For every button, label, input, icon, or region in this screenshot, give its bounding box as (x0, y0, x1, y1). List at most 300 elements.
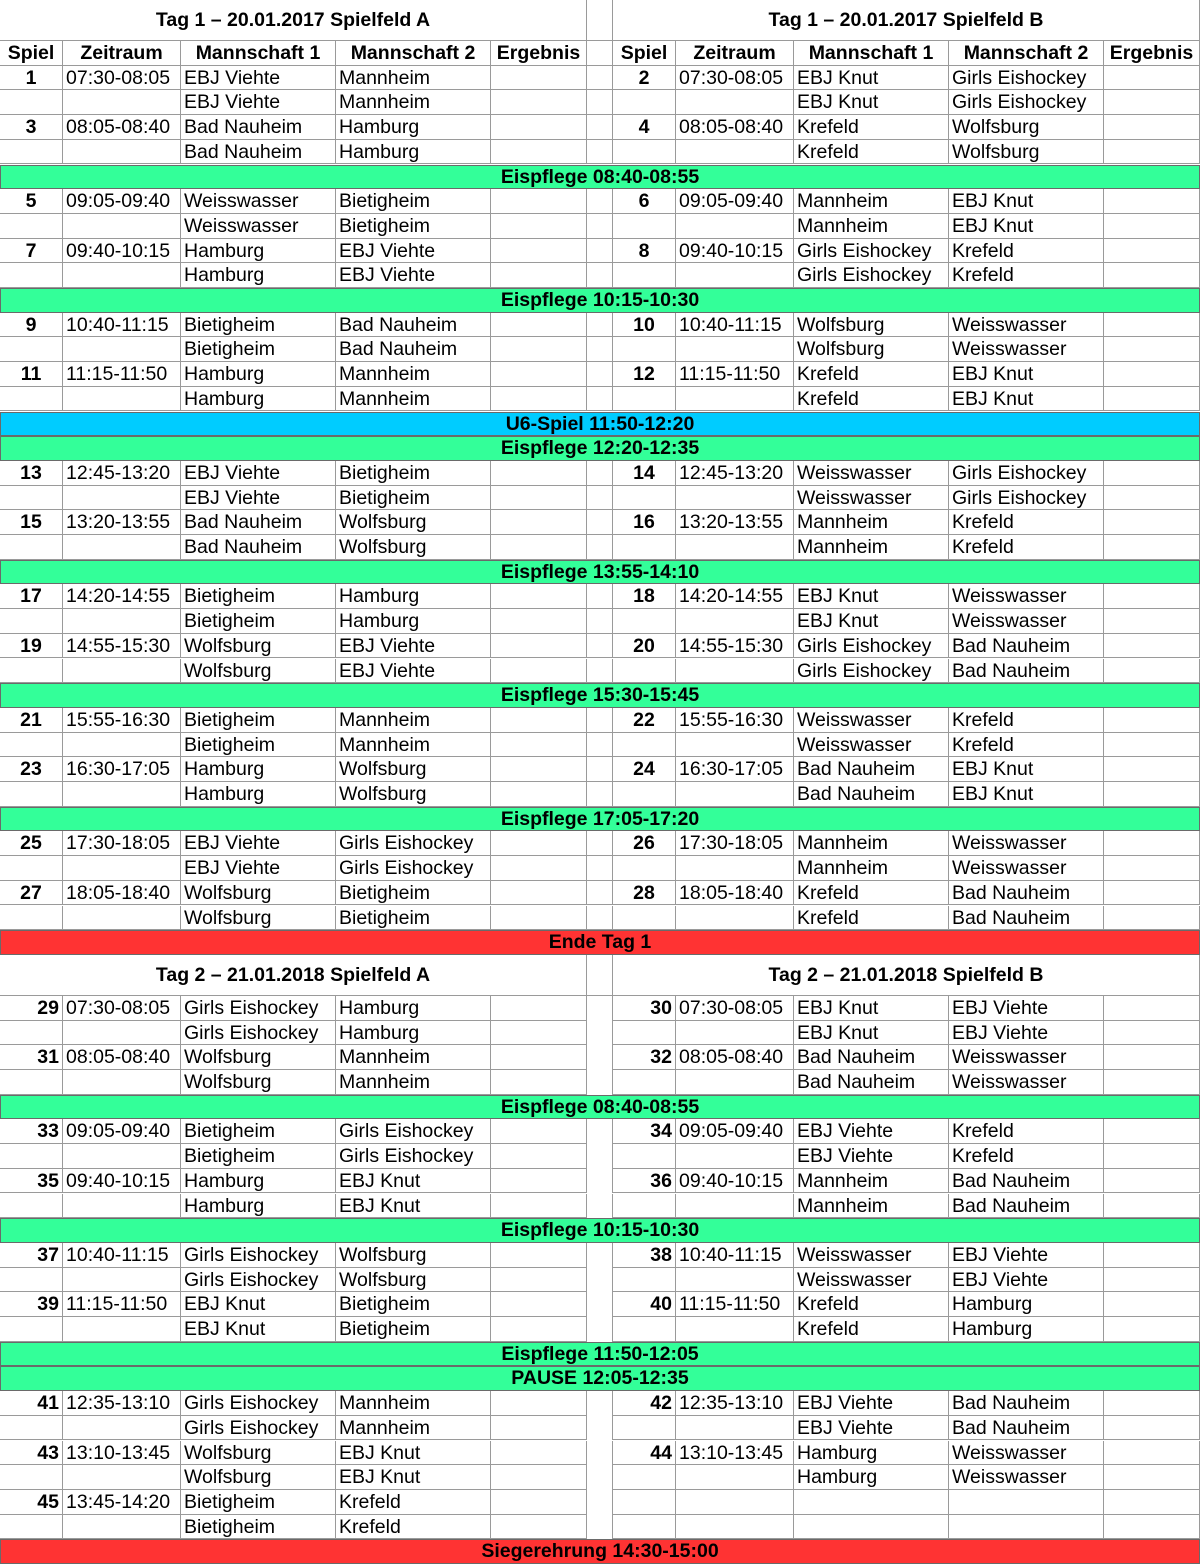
ergebnis-cell-b[interactable] (1104, 1465, 1200, 1490)
ergebnis-cell-a[interactable] (491, 461, 587, 486)
ergebnis-cell-a[interactable] (491, 313, 587, 338)
mannschaft-1-cell-b: Mannheim (794, 831, 949, 856)
ergebnis-cell-a[interactable] (491, 1441, 587, 1466)
mannschaft-1-cell-a: EBJ Viehte (181, 66, 336, 91)
mannschaft-2-cell-b: Girls Eishockey (949, 90, 1104, 115)
mannschaft-2-cell-b: Bad Nauheim (949, 906, 1104, 931)
ergebnis-cell-a[interactable] (491, 1194, 587, 1219)
ergebnis-cell-a[interactable] (491, 1268, 587, 1293)
ergebnis-cell-b[interactable] (1104, 510, 1200, 535)
mannschaft-2-cell-a: Bad Nauheim (336, 337, 491, 362)
mannschaft-2-cell-a: Wolfsburg (336, 1243, 491, 1268)
spiel-cell-b (613, 1194, 676, 1219)
mannschaft-2-cell-b: Krefeld (949, 708, 1104, 733)
zeitraum-cell-b: 07:30-08:05 (676, 996, 794, 1021)
mannschaft-2-cell-b: Hamburg (949, 1292, 1104, 1317)
mannschaft-1-cell-a: EBJ Viehte (181, 461, 336, 486)
mannschaft-1-cell-a: Weisswasser (181, 189, 336, 214)
mannschaft-2-cell-b: Weisswasser (949, 337, 1104, 362)
mannschaft-1-cell-b: EBJ Viehte (794, 1144, 949, 1169)
spiel-cell-a (0, 1070, 63, 1095)
ergebnis-cell-a[interactable] (491, 906, 587, 931)
zeitraum-cell-b (676, 1268, 794, 1293)
gap-column (587, 239, 613, 264)
ergebnis-cell-a[interactable] (491, 733, 587, 758)
ice-maintenance-band: Eispflege 13:55-14:10 (0, 560, 1200, 585)
ergebnis-cell-b[interactable] (1104, 906, 1200, 931)
ergebnis-cell-a[interactable] (491, 362, 587, 387)
mannschaft-1-cell-a: Hamburg (181, 1194, 336, 1219)
ergebnis-cell-a[interactable] (491, 1021, 587, 1046)
ergebnis-cell-a[interactable] (491, 90, 587, 115)
spiel-cell-b: 2 (613, 66, 676, 91)
spiel-cell-b: 20 (613, 634, 676, 659)
ergebnis-cell-b[interactable] (1104, 1144, 1200, 1169)
mannschaft-1-cell-b: Hamburg (794, 1441, 949, 1466)
table-row (0, 1045, 1200, 1070)
table-row (0, 337, 1200, 362)
gap-column (587, 486, 613, 511)
ergebnis-cell-b[interactable] (1104, 214, 1200, 239)
ergebnis-cell-b[interactable] (1104, 1515, 1200, 1540)
mannschaft-1-cell-a: Bietigheim (181, 609, 336, 634)
spiel-cell-b (613, 609, 676, 634)
mannschaft-1-cell-a: Bietigheim (181, 708, 336, 733)
mannschaft-1-cell-b: Bad Nauheim (794, 782, 949, 807)
mannschaft-1-cell-a: Girls Eishockey (181, 1416, 336, 1441)
spiel-cell-b: 4 (613, 115, 676, 140)
ergebnis-cell-b[interactable] (1104, 609, 1200, 634)
spiel-cell-b: 18 (613, 584, 676, 609)
spiel-cell-b (613, 140, 676, 165)
zeitraum-cell-b (676, 1194, 794, 1219)
zeitraum-cell-a (63, 1194, 181, 1219)
spiel-cell-a: 35 (0, 1169, 63, 1194)
ergebnis-cell-a[interactable] (491, 1465, 587, 1490)
table-row (0, 1144, 1200, 1169)
spiel-cell-a: 39 (0, 1292, 63, 1317)
zeitraum-cell-a (63, 1268, 181, 1293)
mannschaft-1-cell-a: Wolfsburg (181, 634, 336, 659)
zeitraum-cell-b: 13:10-13:45 (676, 1441, 794, 1466)
mannschaft-2-cell-a: Hamburg (336, 1021, 491, 1046)
spiel-cell-b: 8 (613, 239, 676, 264)
mannschaft-2-cell-a: Mannheim (336, 387, 491, 412)
mannschaft-2-cell-b: EBJ Viehte (949, 1021, 1104, 1046)
spiel-cell-a (0, 387, 63, 412)
mannschaft-1-cell-b: Wolfsburg (794, 337, 949, 362)
ergebnis-cell-b[interactable] (1104, 996, 1200, 1021)
mannschaft-1-cell-a: Bad Nauheim (181, 510, 336, 535)
mannschaft-1-cell-a: Bad Nauheim (181, 115, 336, 140)
ergebnis-cell-a[interactable] (491, 1070, 587, 1095)
ergebnis-cell-b[interactable] (1104, 1119, 1200, 1144)
spiel-cell-a (0, 1021, 63, 1046)
ergebnis-cell-b[interactable] (1104, 66, 1200, 91)
mannschaft-1-cell-b: Mannheim (794, 856, 949, 881)
header-zeitraum-b: Zeitraum (676, 41, 794, 66)
mannschaft-2-cell-a: Girls Eishockey (336, 856, 491, 881)
mannschaft-1-cell-b: Wolfsburg (794, 313, 949, 338)
spiel-cell-b: 32 (613, 1045, 676, 1070)
mannschaft-2-cell-b: EBJ Viehte (949, 996, 1104, 1021)
ergebnis-cell-b[interactable] (1104, 263, 1200, 288)
ice-maintenance-band: Eispflege 17:05-17:20 (0, 807, 1200, 832)
header-mannschaft-1-a: Mannschaft 1 (181, 41, 336, 66)
gap-column (587, 1465, 613, 1490)
spiel-cell-b: 28 (613, 881, 676, 906)
mannschaft-1-cell-b: Bad Nauheim (794, 1045, 949, 1070)
mannschaft-2-cell-a: Hamburg (336, 996, 491, 1021)
zeitraum-cell-a (63, 1515, 181, 1540)
ergebnis-cell-a[interactable] (491, 510, 587, 535)
zeitraum-cell-b: 17:30-18:05 (676, 831, 794, 856)
spiel-cell-b: 24 (613, 757, 676, 782)
ergebnis-cell-b[interactable] (1104, 782, 1200, 807)
ergebnis-cell-b[interactable] (1104, 461, 1200, 486)
gap-column (587, 362, 613, 387)
ergebnis-cell-b[interactable] (1104, 189, 1200, 214)
ergebnis-cell-a[interactable] (491, 1119, 587, 1144)
mannschaft-2-cell-a: Krefeld (336, 1490, 491, 1515)
gap-column (587, 337, 613, 362)
ice-maintenance-band: Eispflege 11:50-12:05 (0, 1342, 1200, 1367)
mannschaft-1-cell-b: EBJ Viehte (794, 1416, 949, 1441)
mannschaft-2-cell-a: Mannheim (336, 1391, 491, 1416)
table-row (0, 1441, 1200, 1466)
zeitraum-cell-b (676, 1490, 794, 1515)
ergebnis-cell-a[interactable] (491, 1490, 587, 1515)
mannschaft-2-cell-a: Mannheim (336, 90, 491, 115)
ergebnis-cell-b[interactable] (1104, 90, 1200, 115)
gap-column (587, 659, 613, 684)
mannschaft-1-cell-b (794, 1515, 949, 1540)
ergebnis-cell-a[interactable] (491, 1169, 587, 1194)
mannschaft-1-cell-b: EBJ Knut (794, 584, 949, 609)
ergebnis-cell-b[interactable] (1104, 1169, 1200, 1194)
zeitraum-cell-a (63, 609, 181, 634)
ergebnis-cell-b[interactable] (1104, 337, 1200, 362)
ergebnis-cell-b[interactable] (1104, 1243, 1200, 1268)
ice-maintenance-band: Eispflege 12:20-12:35 (0, 436, 1200, 461)
mannschaft-1-cell-a: Girls Eishockey (181, 996, 336, 1021)
mannschaft-1-cell-a: Bietigheim (181, 733, 336, 758)
ergebnis-cell-a[interactable] (491, 387, 587, 412)
ergebnis-cell-a[interactable] (491, 1515, 587, 1540)
mannschaft-2-cell-a: Mannheim (336, 362, 491, 387)
ergebnis-cell-b[interactable] (1104, 387, 1200, 412)
ergebnis-cell-b[interactable] (1104, 1292, 1200, 1317)
zeitraum-cell-b: 11:15-11:50 (676, 362, 794, 387)
gap-column (587, 1169, 613, 1194)
ergebnis-cell-b[interactable] (1104, 757, 1200, 782)
mannschaft-2-cell-a: Wolfsburg (336, 782, 491, 807)
ergebnis-cell-b[interactable] (1104, 733, 1200, 758)
mannschaft-1-cell-b: Krefeld (794, 1292, 949, 1317)
ergebnis-cell-a[interactable] (491, 708, 587, 733)
gap-column (587, 1119, 613, 1144)
gap-column (587, 955, 613, 996)
end-band: Siegerehrung 14:30-15:00 (0, 1539, 1200, 1564)
mannschaft-1-cell-b: EBJ Knut (794, 609, 949, 634)
mannschaft-1-cell-a: Hamburg (181, 362, 336, 387)
gap-column (587, 906, 613, 931)
mannschaft-1-cell-a: Hamburg (181, 1169, 336, 1194)
zeitraum-cell-a: 09:40-10:15 (63, 1169, 181, 1194)
mannschaft-1-cell-b: Krefeld (794, 140, 949, 165)
mannschaft-2-cell-b: Wolfsburg (949, 115, 1104, 140)
mannschaft-1-cell-a: EBJ Knut (181, 1292, 336, 1317)
ergebnis-cell-b[interactable] (1104, 659, 1200, 684)
mannschaft-1-cell-a: EBJ Knut (181, 1317, 336, 1342)
mannschaft-2-cell-a: Bietigheim (336, 881, 491, 906)
ergebnis-cell-a[interactable] (491, 1317, 587, 1342)
ergebnis-cell-a[interactable] (491, 1144, 587, 1169)
ergebnis-cell-a[interactable] (491, 1045, 587, 1070)
field-b-title: Tag 2 – 21.01.2018 Spielfeld B (613, 955, 1200, 996)
zeitraum-cell-b: 10:40-11:15 (676, 1243, 794, 1268)
mannschaft-1-cell-b: Krefeld (794, 387, 949, 412)
table-row (0, 90, 1200, 115)
table-row (0, 831, 1200, 856)
ergebnis-cell-a[interactable] (491, 263, 587, 288)
mannschaft-1-cell-a: Hamburg (181, 263, 336, 288)
table-row (0, 1416, 1200, 1441)
mannschaft-2-cell-b: Weisswasser (949, 1441, 1104, 1466)
ergebnis-cell-a[interactable] (491, 1416, 587, 1441)
ergebnis-cell-a[interactable] (491, 634, 587, 659)
mannschaft-2-cell-b: EBJ Knut (949, 214, 1104, 239)
ergebnis-cell-b[interactable] (1104, 1070, 1200, 1095)
gap-column (587, 41, 613, 66)
spiel-cell-a: 21 (0, 708, 63, 733)
spiel-cell-a (0, 906, 63, 931)
gap-column (587, 1045, 613, 1070)
ergebnis-cell-b[interactable] (1104, 1391, 1200, 1416)
table-row (0, 387, 1200, 412)
zeitraum-cell-b (676, 1070, 794, 1095)
ergebnis-cell-a[interactable] (491, 1243, 587, 1268)
mannschaft-1-cell-b: Weisswasser (794, 461, 949, 486)
zeitraum-cell-b: 08:05-08:40 (676, 115, 794, 140)
mannschaft-2-cell-b: Krefeld (949, 1119, 1104, 1144)
ergebnis-cell-a[interactable] (491, 1391, 587, 1416)
spiel-cell-b (613, 733, 676, 758)
mannschaft-2-cell-b: Bad Nauheim (949, 659, 1104, 684)
table-row (0, 115, 1200, 140)
zeitraum-cell-a: 13:45-14:20 (63, 1490, 181, 1515)
spiel-cell-a: 5 (0, 189, 63, 214)
mannschaft-1-cell-a: Girls Eishockey (181, 1243, 336, 1268)
zeitraum-cell-a (63, 387, 181, 412)
ergebnis-cell-b[interactable] (1104, 634, 1200, 659)
ergebnis-cell-b[interactable] (1104, 535, 1200, 560)
header-spiel-a: Spiel (0, 41, 63, 66)
ergebnis-cell-b[interactable] (1104, 1317, 1200, 1342)
mannschaft-2-cell-b: Krefeld (949, 733, 1104, 758)
zeitraum-cell-a: 09:05-09:40 (63, 189, 181, 214)
spiel-cell-b (613, 1416, 676, 1441)
ergebnis-cell-a[interactable] (491, 831, 587, 856)
zeitraum-cell-a: 08:05-08:40 (63, 1045, 181, 1070)
spiel-cell-b (613, 1144, 676, 1169)
zeitraum-cell-a: 11:15-11:50 (63, 362, 181, 387)
mannschaft-2-cell-a: Hamburg (336, 115, 491, 140)
spiel-cell-a: 11 (0, 362, 63, 387)
ergebnis-cell-b[interactable] (1104, 831, 1200, 856)
mannschaft-1-cell-b: Mannheim (794, 535, 949, 560)
mannschaft-2-cell-a: EBJ Knut (336, 1169, 491, 1194)
ergebnis-cell-b[interactable] (1104, 1416, 1200, 1441)
spiel-cell-a: 43 (0, 1441, 63, 1466)
table-row (0, 906, 1200, 931)
gap-column (587, 856, 613, 881)
zeitraum-cell-a (63, 856, 181, 881)
ergebnis-cell-b[interactable] (1104, 584, 1200, 609)
ergebnis-cell-b[interactable] (1104, 362, 1200, 387)
mannschaft-2-cell-a: Girls Eishockey (336, 1119, 491, 1144)
ergebnis-cell-a[interactable] (491, 115, 587, 140)
table-row (0, 708, 1200, 733)
header-row (0, 41, 1200, 66)
ergebnis-cell-a[interactable] (491, 239, 587, 264)
table-row (0, 1070, 1200, 1095)
mannschaft-2-cell-a: Wolfsburg (336, 1268, 491, 1293)
spiel-cell-b (613, 486, 676, 511)
gap-column (587, 782, 613, 807)
mannschaft-1-cell-b: EBJ Viehte (794, 1119, 949, 1144)
header-ergebnis-b: Ergebnis (1104, 41, 1200, 66)
mannschaft-2-cell-b: EBJ Knut (949, 362, 1104, 387)
ergebnis-cell-a[interactable] (491, 609, 587, 634)
ergebnis-cell-b[interactable] (1104, 1441, 1200, 1466)
spiel-cell-a (0, 535, 63, 560)
ergebnis-cell-b[interactable] (1104, 856, 1200, 881)
ergebnis-cell-a[interactable] (491, 486, 587, 511)
spiel-cell-b: 40 (613, 1292, 676, 1317)
ergebnis-cell-b[interactable] (1104, 1045, 1200, 1070)
mannschaft-2-cell-a: Mannheim (336, 1070, 491, 1095)
table-row (0, 1515, 1200, 1540)
spiel-cell-a: 3 (0, 115, 63, 140)
ergebnis-cell-b[interactable] (1104, 140, 1200, 165)
ergebnis-cell-a[interactable] (491, 140, 587, 165)
mannschaft-2-cell-a: Hamburg (336, 609, 491, 634)
table-row (0, 461, 1200, 486)
ergebnis-cell-a[interactable] (491, 659, 587, 684)
mannschaft-2-cell-a: EBJ Knut (336, 1465, 491, 1490)
mannschaft-2-cell-b: Weisswasser (949, 831, 1104, 856)
mannschaft-2-cell-b: Weisswasser (949, 313, 1104, 338)
ergebnis-cell-a[interactable] (491, 214, 587, 239)
zeitraum-cell-b (676, 140, 794, 165)
mannschaft-1-cell-a: Girls Eishockey (181, 1021, 336, 1046)
ergebnis-cell-b[interactable] (1104, 239, 1200, 264)
mannschaft-1-cell-a: Bietigheim (181, 1490, 336, 1515)
table-row (0, 1292, 1200, 1317)
spiel-cell-a (0, 733, 63, 758)
ergebnis-cell-a[interactable] (491, 996, 587, 1021)
ergebnis-cell-a[interactable] (491, 881, 587, 906)
ergebnis-cell-a[interactable] (491, 1292, 587, 1317)
zeitraum-cell-b (676, 1515, 794, 1540)
spiel-cell-a (0, 1268, 63, 1293)
spiel-cell-a (0, 1416, 63, 1441)
ergebnis-cell-a[interactable] (491, 782, 587, 807)
mannschaft-2-cell-a: Mannheim (336, 708, 491, 733)
zeitraum-cell-a (63, 733, 181, 758)
ergebnis-cell-a[interactable] (491, 337, 587, 362)
spiel-cell-b (613, 90, 676, 115)
ergebnis-cell-a[interactable] (491, 189, 587, 214)
gap-column (587, 996, 613, 1021)
ergebnis-cell-b[interactable] (1104, 115, 1200, 140)
mannschaft-2-cell-b: EBJ Viehte (949, 1268, 1104, 1293)
mannschaft-2-cell-a: Bad Nauheim (336, 313, 491, 338)
zeitraum-cell-b: 09:05-09:40 (676, 1119, 794, 1144)
spiel-cell-a: 1 (0, 66, 63, 91)
mannschaft-2-cell-b: Bad Nauheim (949, 1169, 1104, 1194)
gap-column (587, 831, 613, 856)
ergebnis-cell-b[interactable] (1104, 1194, 1200, 1219)
zeitraum-cell-b: 11:15-11:50 (676, 1292, 794, 1317)
mannschaft-2-cell-b: EBJ Knut (949, 387, 1104, 412)
table-row (0, 486, 1200, 511)
ergebnis-cell-b[interactable] (1104, 1268, 1200, 1293)
gap-column (587, 1490, 613, 1515)
day-title-row (0, 0, 1200, 41)
gap-column (587, 140, 613, 165)
ergebnis-cell-a[interactable] (491, 856, 587, 881)
table-row (0, 140, 1200, 165)
spiel-cell-b: 10 (613, 313, 676, 338)
ergebnis-cell-a[interactable] (491, 535, 587, 560)
mannschaft-2-cell-a: Girls Eishockey (336, 1144, 491, 1169)
gap-column (587, 510, 613, 535)
ergebnis-cell-b[interactable] (1104, 881, 1200, 906)
spiel-cell-b (613, 1317, 676, 1342)
gap-column (587, 214, 613, 239)
zeitraum-cell-b (676, 90, 794, 115)
mannschaft-2-cell-a: Bietigheim (336, 461, 491, 486)
mannschaft-1-cell-b: Mannheim (794, 510, 949, 535)
zeitraum-cell-a (63, 1416, 181, 1441)
spiel-cell-a: 29 (0, 996, 63, 1021)
ergebnis-cell-b[interactable] (1104, 708, 1200, 733)
mannschaft-2-cell-a: EBJ Knut (336, 1441, 491, 1466)
day-title-row (0, 955, 1200, 996)
zeitraum-cell-a (63, 659, 181, 684)
spiel-cell-a: 9 (0, 313, 63, 338)
ergebnis-cell-a[interactable] (491, 757, 587, 782)
mannschaft-2-cell-a: Bietigheim (336, 214, 491, 239)
ice-maintenance-band: Eispflege 10:15-10:30 (0, 1218, 1200, 1243)
ergebnis-cell-a[interactable] (491, 66, 587, 91)
mannschaft-1-cell-b: EBJ Knut (794, 90, 949, 115)
ergebnis-cell-b[interactable] (1104, 1021, 1200, 1046)
ergebnis-cell-b[interactable] (1104, 313, 1200, 338)
zeitraum-cell-a (63, 140, 181, 165)
mannschaft-2-cell-b: Bad Nauheim (949, 1416, 1104, 1441)
zeitraum-cell-b: 12:35-13:10 (676, 1391, 794, 1416)
ergebnis-cell-b[interactable] (1104, 486, 1200, 511)
spiel-cell-b (613, 1465, 676, 1490)
spiel-cell-b: 26 (613, 831, 676, 856)
ergebnis-cell-b[interactable] (1104, 1490, 1200, 1515)
spiel-cell-a: 41 (0, 1391, 63, 1416)
ergebnis-cell-a[interactable] (491, 584, 587, 609)
zeitraum-cell-b (676, 906, 794, 931)
